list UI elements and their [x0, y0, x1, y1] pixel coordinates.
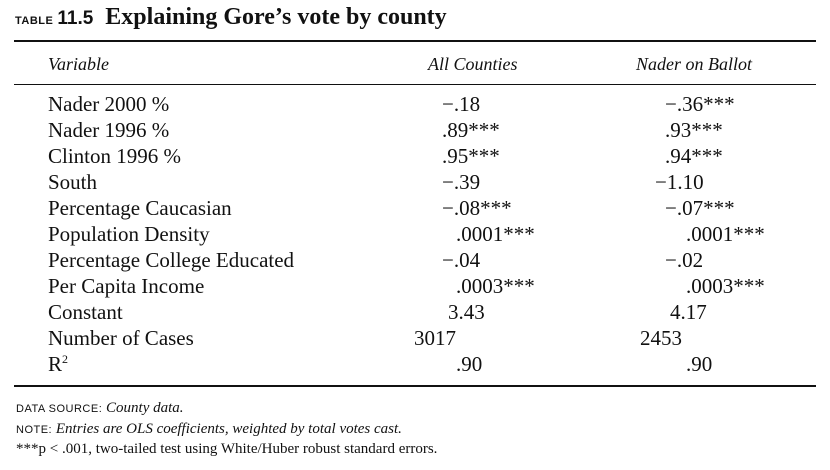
- note-text: Entries are OLS coefficients, weighted by total votes cast.: [55, 421, 402, 437]
- table-row: [0, 222, 830, 248]
- entries-note: [16, 421, 402, 438]
- header-rule: [14, 84, 816, 85]
- row-all-counties: −.39: [442, 170, 481, 194]
- row-nader-on-ballot: 2453: [640, 326, 682, 350]
- data-source-text: County data.: [106, 400, 184, 416]
- row-all-counties: .89***: [442, 118, 500, 142]
- row-nader-on-ballot: 4.17: [670, 300, 707, 324]
- table-row: [0, 196, 830, 222]
- row-all-counties: −.04: [442, 248, 481, 272]
- r-squared-sup: 2: [62, 352, 69, 366]
- data-source-note: [16, 400, 184, 417]
- table-row: [0, 144, 830, 170]
- row-all-counties: .0003***: [456, 274, 535, 298]
- bottom-rule: [14, 385, 816, 387]
- table-title: [15, 4, 447, 31]
- row-variable: [48, 352, 68, 377]
- header-variable: Variable: [48, 54, 109, 74]
- table-row: [0, 300, 830, 326]
- row-variable: Percentage Caucasian: [48, 196, 232, 220]
- row-variable: Nader 2000 %: [48, 92, 170, 116]
- row-nader-on-ballot: .90: [686, 352, 713, 376]
- row-all-counties: 3.43: [448, 300, 485, 324]
- row-variable: Population Density: [48, 222, 210, 246]
- table-row: [0, 170, 830, 196]
- row-all-counties: 3017: [414, 326, 456, 350]
- row-variable: Constant: [48, 300, 123, 324]
- significance-note: ***p < .001, two-tailed test using White/Huber robust standard errors.: [16, 441, 438, 457]
- row-nader-on-ballot: .94***: [665, 144, 723, 168]
- top-rule: [14, 40, 816, 42]
- row-all-counties: −.18: [442, 92, 481, 116]
- table-number: 11.5: [57, 8, 94, 29]
- table-title-text: Explaining Gore’s vote by county: [105, 4, 447, 30]
- row-nader-on-ballot: −.36***: [665, 92, 735, 116]
- row-all-counties: −.08***: [442, 196, 512, 220]
- row-variable: Percentage College Educated: [48, 248, 295, 272]
- r-squared-base: R: [48, 352, 63, 376]
- row-nader-on-ballot: .0001***: [686, 222, 765, 246]
- table-row: [0, 274, 830, 300]
- row-all-counties: .90: [456, 352, 483, 376]
- table-row: [0, 92, 830, 118]
- row-all-counties: .95***: [442, 144, 500, 168]
- row-nader-on-ballot: .0003***: [686, 274, 765, 298]
- table-row: [0, 326, 830, 352]
- row-all-counties: .0001***: [456, 222, 535, 246]
- row-nader-on-ballot: −.02: [665, 248, 704, 272]
- row-nader-on-ballot: .93***: [665, 118, 723, 142]
- table-label: TABLE: [15, 15, 54, 27]
- row-variable: Number of Cases: [48, 326, 194, 350]
- table-row: [0, 352, 830, 378]
- header-all-counties: All Counties: [428, 54, 518, 74]
- row-variable: Per Capita Income: [48, 274, 205, 298]
- header-nader-on-ballot: Nader on Ballot: [636, 54, 752, 74]
- row-variable: Clinton 1996 %: [48, 144, 182, 168]
- row-variable: South: [48, 170, 98, 194]
- note-label: NOTE:: [16, 424, 53, 436]
- table-row: [0, 248, 830, 274]
- data-source-label: DATA SOURCE:: [16, 403, 103, 415]
- row-nader-on-ballot: −1.10: [655, 170, 704, 194]
- table-row: [0, 118, 830, 144]
- row-variable: Nader 1996 %: [48, 118, 170, 142]
- row-nader-on-ballot: −.07***: [665, 196, 735, 220]
